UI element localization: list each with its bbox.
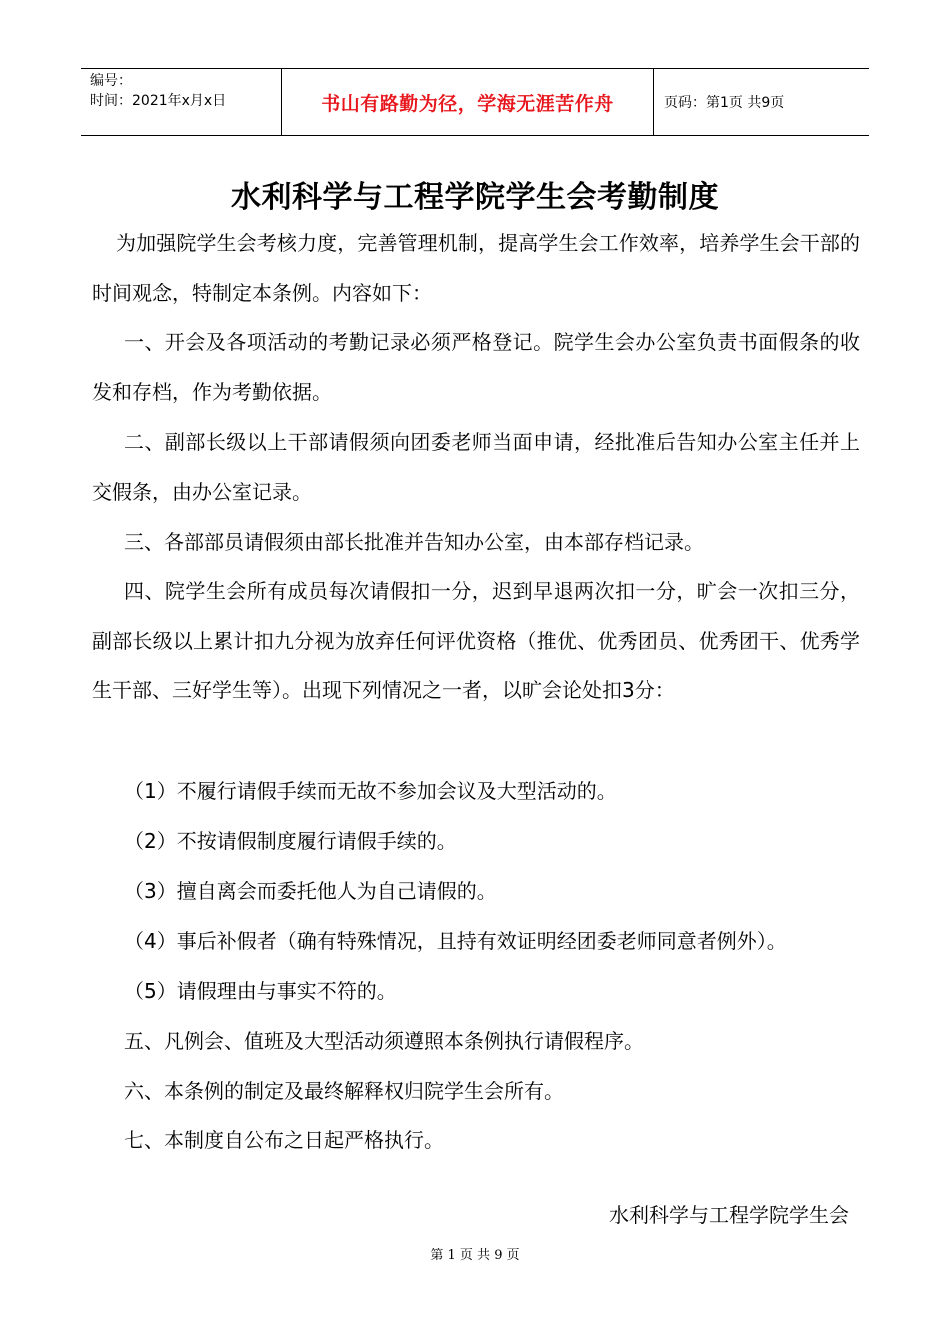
- article-1: 一、开会及各项活动的考勤记录必须严格登记。院学生会办公室负责书面假条的收发和存档，作为考勤依据。: [92, 330, 860, 404]
- article-7: 七、本制度自公布之日起严格执行。: [124, 1128, 444, 1152]
- intro-paragraph: 为加强院学生会考核力度，完善管理机制，提高学生会工作效率，培养学生会干部的时间观念，特制定本条例。内容如下：: [92, 231, 860, 305]
- header-page-info: 页码：第1页 共9页: [664, 95, 785, 111]
- header-number-label: 编号：: [90, 73, 132, 89]
- signature: 水利科学与工程学院学生会: [609, 1203, 849, 1227]
- list-item: （2）不按请假制度履行请假手续的。: [124, 829, 457, 853]
- list-item: （5）请假理由与事实不符的。: [124, 979, 397, 1003]
- header-time-label: 时间：2021年x月x日: [90, 93, 227, 109]
- article-3: 三、各部部员请假须由部长批准并告知办公室，由本部存档记录。: [124, 530, 704, 554]
- page-footer: 第 1 页 共 9 页: [430, 1248, 520, 1263]
- list-item: （1）不履行请假手续而无故不参加会议及大型活动的。: [124, 779, 617, 803]
- article-5: 五、凡例会、值班及大型活动须遵照本条例执行请假程序。: [124, 1029, 644, 1053]
- list-item: （3）擅自离会而委托他人为自己请假的。: [124, 879, 497, 903]
- list-item: （4）事后补假者（确有特殊情况，且持有效证明经团委老师同意者例外）。: [124, 929, 787, 953]
- header-motto: 书山有路勤为径，学海无涯苦作舟: [281, 69, 654, 135]
- article-4: 四、院学生会所有成员每次请假扣一分，迟到早退两次扣一分，旷会一次扣三分，副部长级以上累计扣九分视为放弃任何评优资格（推优、优秀团员、优秀团干、优秀学生干部、三好学生等）。出现下列情况之一者，以旷会论处扣3分：: [92, 579, 860, 702]
- article-2: 二、副部长级以上干部请假须向团委老师当面申请，经批准后告知办公室主任并上交假条，由办公室记录。: [92, 430, 860, 504]
- article-6: 六、本条例的制定及最终解释权归院学生会所有。: [124, 1079, 564, 1103]
- header-meta: [81, 69, 281, 135]
- document-title: 水利科学与工程学院学生会考勤制度: [231, 180, 719, 215]
- header-table: [81, 68, 869, 136]
